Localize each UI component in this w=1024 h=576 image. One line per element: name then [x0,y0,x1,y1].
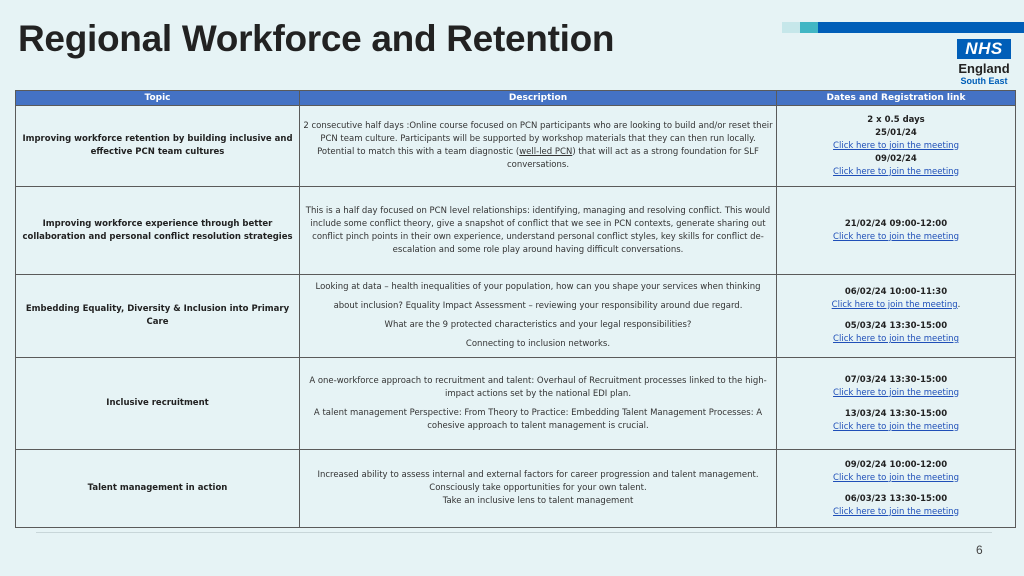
table-row [16,275,1016,358]
brand-color-bar [782,22,1024,33]
table-row [16,106,1016,187]
join-meeting-link[interactable]: Click here to join the meeting [833,166,959,177]
slide-title: Regional Workforce and Retention [18,18,615,59]
header-topic: Topic [16,91,300,106]
join-meeting-link[interactable]: Click here to join the meeting [833,387,959,398]
table-row [16,187,1016,275]
training-schedule-table [15,90,1016,528]
description-text: 2 consecutive half days :Online course focused on PCN participants who are looking to build and/or reset their PCN team culture. Participants will be supported by workshop materials that they can then run locally. Potential to match this with a team diagnostic ( [303,121,773,157]
logo-region: England [958,61,1010,76]
session-date: 07/03/24 13:30-15:00 [844,374,948,385]
row-dates [777,450,1016,528]
row-topic: Talent management in action [16,450,300,528]
table-header-row [16,91,1016,106]
description-text: ) that will act as a strong foundation for SLF conversations. [506,147,759,170]
row-topic: Improving workforce retention by building inclusive and effective PCN team cultures [16,106,300,187]
description-line: Take an inclusive lens to talent management [442,496,634,506]
nhs-logo [952,39,1016,86]
session-date: 06/03/23 13:30-15:00 [844,493,948,504]
row-topic: Inclusive recruitment [16,358,300,450]
table-row [16,450,1016,528]
join-meeting-link[interactable]: Click here to join the meeting [833,472,959,483]
page-number: 6 [976,543,983,557]
header-dates: Dates and Registration link [777,91,1016,106]
description-line: A one-workforce approach to recruitment and talent: Overhaul of Recruitment processes linked to the high-impact actions set by the national EDI plan. [309,375,767,399]
nhs-logo-mark: NHS [957,39,1011,59]
session-date: 09/02/24 [875,153,917,164]
session-date: 09/02/24 10:00-12:00 [844,459,948,470]
join-meeting-link[interactable]: Click here to join the meeting [833,231,959,242]
duration-label: 2 x 0.5 days [867,114,925,125]
well-led-pcn-link[interactable]: well-led PCN [519,147,573,157]
session-date: 25/01/24 [875,127,917,138]
row-topic: Embedding Equality, Diversity & Inclusion into Primary Care [16,275,300,358]
row-description [300,450,777,528]
session-date: 05/03/24 13:30-15:00 [844,321,948,331]
join-meeting-link[interactable]: Click here to join the meeting [833,506,959,517]
description-line: about inclusion? Equality Impact Assessment – reviewing your responsibility around due regard. [333,301,743,311]
row-description [300,358,777,450]
link-period: . [957,300,961,310]
footer-divider [36,532,992,533]
row-dates [777,358,1016,450]
join-meeting-link[interactable]: Click here to join the meeting [831,300,958,310]
description-line: Consciously take opportunities for your own talent. [429,483,647,493]
row-dates [777,106,1016,187]
row-description [300,106,777,187]
table-row [16,358,1016,450]
description-line: What are the 9 protected characteristics and your legal responsibilities? [384,320,692,330]
session-date: 21/02/24 09:00-12:00 [844,218,948,229]
row-dates [777,187,1016,275]
row-description [300,275,777,358]
join-meeting-link[interactable]: Click here to join the meeting [833,140,959,151]
row-topic: Improving workforce experience through better collaboration and personal conflict resolution strategies [16,187,300,275]
description-line: A talent management Perspective: From Theory to Practice: Embedding Talent Management Processes: A cohesive approach to talent management is crucial. [313,407,763,431]
session-date: 06/02/24 10:00-11:30 [844,287,948,297]
row-dates [777,275,1016,358]
header-description: Description [300,91,777,106]
description-line: Looking at data – health inequalities of your population, how can you shape your services when thinking [315,282,761,292]
description-line: Connecting to inclusion networks. [465,339,611,349]
join-meeting-link[interactable]: Click here to join the meeting [833,334,959,344]
logo-subregion: South East [960,76,1008,86]
description-line: Increased ability to assess internal and external factors for career progression and talent management. [317,470,759,480]
row-description: This is a half day focused on PCN level relationships: identifying, managing and resolving conflict. This would include some conflict theory, give a snapshot of conflict that we see in PCN contexts, generate sharing out conflict pinch points in their own experience, understand personal conflict styles, key skills for conflict de-escalation and some role play around having difficult conversations. [300,187,777,275]
session-date: 13/03/24 13:30-15:00 [844,408,948,419]
join-meeting-link[interactable]: Click here to join the meeting [833,421,959,432]
